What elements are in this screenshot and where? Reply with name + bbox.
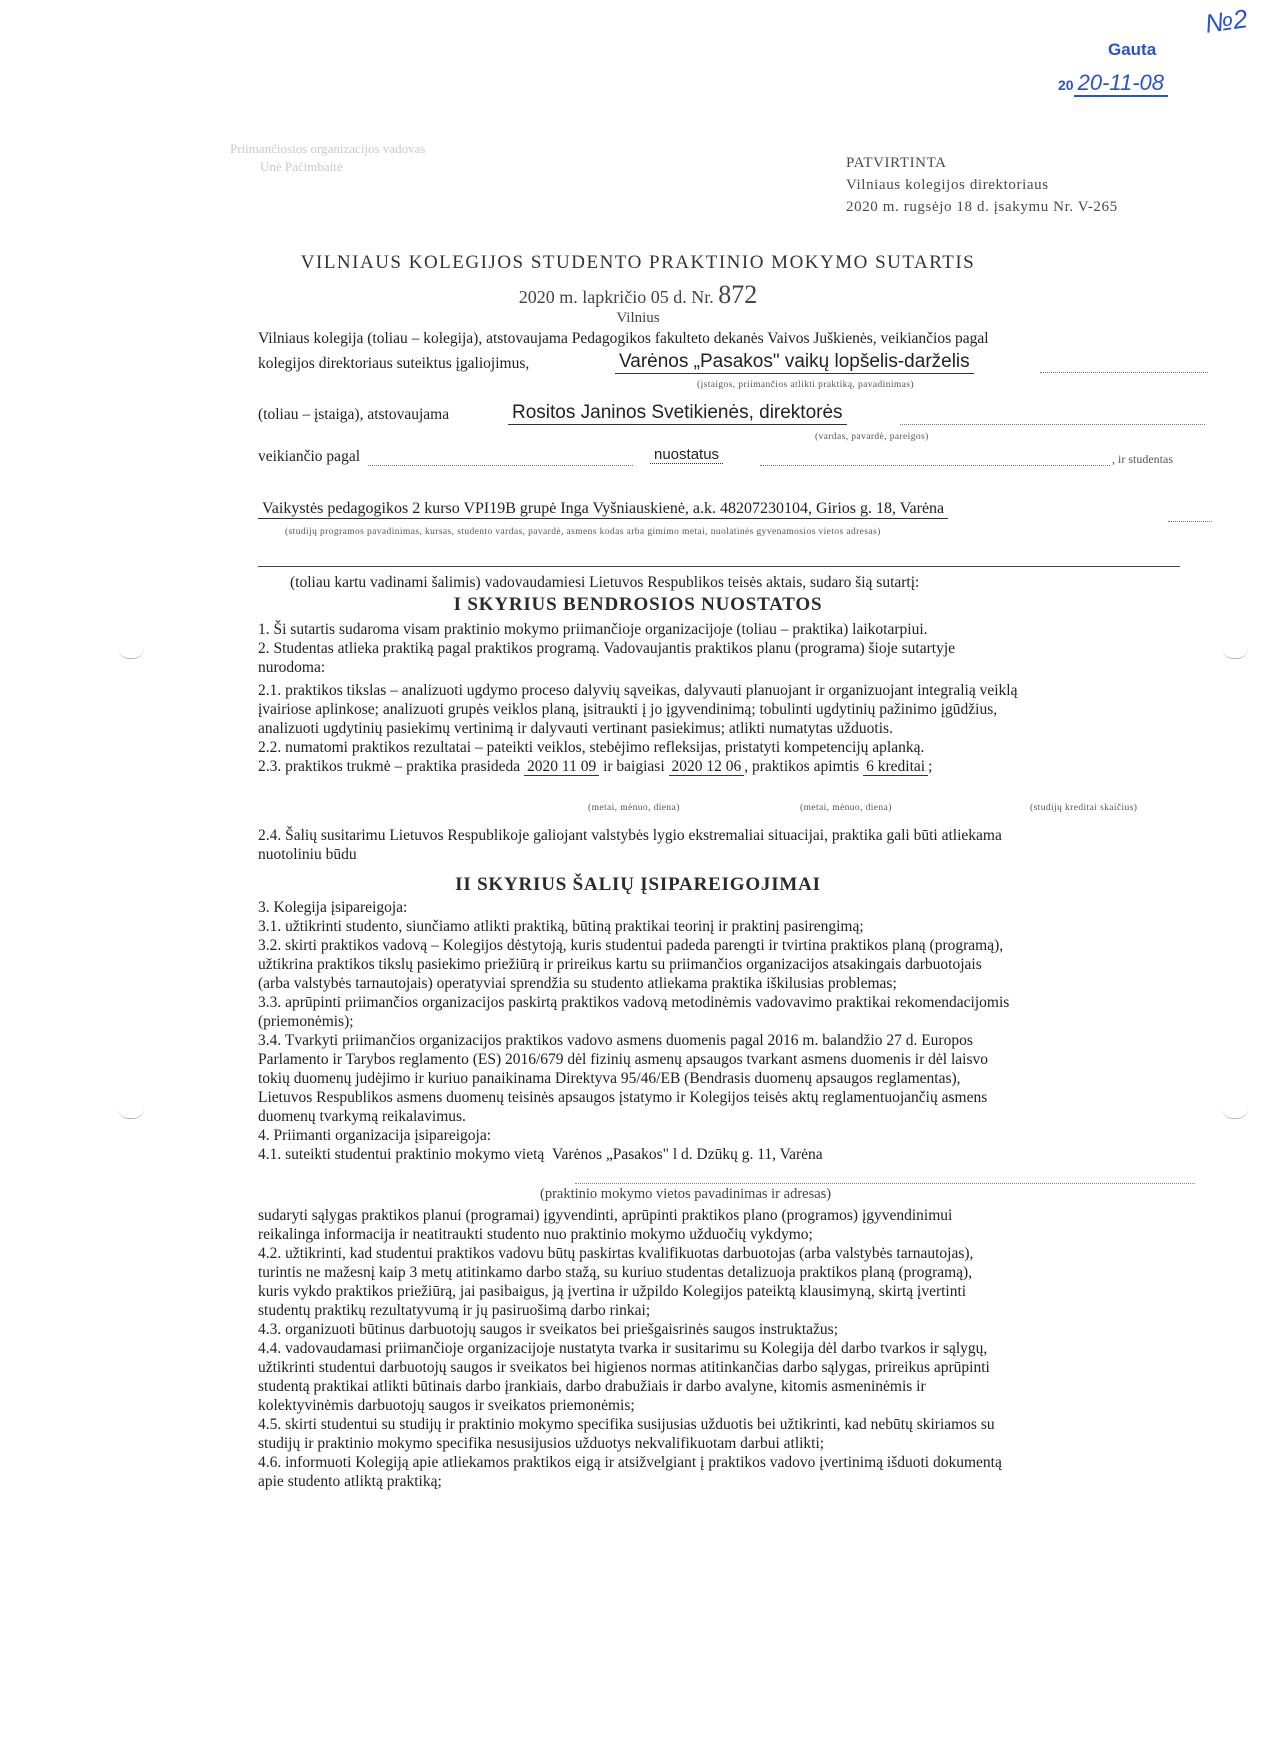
punch-hole-mark bbox=[1222, 648, 1248, 659]
received-date-handwritten: 20-11-08 bbox=[1074, 70, 1168, 97]
received-stamp-label: Gauta bbox=[1108, 40, 1157, 59]
section1-body bbox=[258, 620, 1212, 776]
section2-heading: II SKYRIUS ŠALIŲ ĮSIPAREIGOJIMAI bbox=[455, 874, 821, 895]
preamble-line4: veikiančio pagal bbox=[258, 448, 360, 465]
p2a: 2. Studentas atlieka praktiką pagal praktikos programą. Vadovaujantis praktikos planu (programa) šioje sutartyje bbox=[258, 640, 956, 657]
p45b: studijų ir praktinio mokymo specifika nesusijusios užduotys nekvalifikuotam darbui atlikti; bbox=[258, 1435, 825, 1452]
faint-header-line2: Unė Pačimbaitė bbox=[260, 159, 343, 174]
p23-post: , praktikos apimtis bbox=[744, 758, 860, 775]
p32c: (arba valstybės tarnautojais) operatyviai sprendžia su studento atliekama praktika iškilusias problemas; bbox=[258, 975, 897, 992]
p41 bbox=[258, 1145, 1212, 1164]
p32a: 3.2. skirti praktikos vadovą – Kolegijos dėstytoją, kuris studentui padeda parengti ir tvirtina praktikos planą (programą), bbox=[258, 937, 1004, 954]
section2-body-b bbox=[258, 1206, 1212, 1491]
basis-field: nuostatus bbox=[650, 446, 723, 464]
p41-pre: 4.1. suteikti studentui praktinio mokymo vietą bbox=[258, 1146, 545, 1163]
preamble-closing: (toliau kartu vadinami šalimis) vadovaudamiesi Lietuvos Respublikos teisės aktais, sudaro šią sutartį: bbox=[290, 574, 920, 591]
p32b: užtikrina praktikos tikslų pasiekimo priežiūrą ir prireikus kartu su priimančios organizacijos atsakingais darbuotojais bbox=[258, 956, 982, 973]
p33b: (priemonėmis); bbox=[258, 1013, 354, 1030]
preamble-line3: (toliau – įstaiga), atstovaujama bbox=[258, 406, 450, 423]
section2-body-a bbox=[258, 898, 1212, 1164]
approval-line3: 2020 m. rugsėjo 18 d. įsakymu Nr. V-265 bbox=[846, 199, 1118, 215]
p22: 2.2. numatomi praktikos rezultatai – pateikti veiklos, stebėjimo refleksijas, pristatyti kompetencijų aplanką. bbox=[258, 739, 925, 756]
p23-start: 2020 11 09 bbox=[524, 758, 599, 776]
preamble-line2-text: kolegijos direktoriaus suteiktus įgaliojimus, bbox=[258, 355, 530, 372]
p44d: kolektyvinėmis darbuotojų saugos ir sveikatos priemonėmis; bbox=[258, 1397, 635, 1414]
p44a: 4.4. vadovaudamasi priimančioje organizacijoje nustatyta tvarka ir susitarimu su Kolegija dėl darbo tvarkos ir sąlygų, bbox=[258, 1340, 988, 1357]
p2b: nurodoma: bbox=[258, 659, 326, 676]
document-city: Vilnius bbox=[616, 310, 660, 326]
p42d: studentų praktikų rezultatyvumą ir jų pasiruošimą darbo rinkai; bbox=[258, 1302, 651, 1319]
p34c: tokių duomenų judėjimo ir kuriuo panaikinama Direktyva 95/46/EB (Bendrasis duomenų apsaugos reglamentas), bbox=[258, 1070, 961, 1087]
preamble-line1: Vilniaus kolegija (toliau – kolegija), atstovaujama Pedagogikos fakulteto dekanės Vaivos Juškienės, veikiančios pagal bbox=[258, 330, 989, 347]
p21c: analizuoti ugdytinių pasiekimų vertinimą ir dalyvauti vertinant pasiekimus; atlikti numatytas užduotis. bbox=[258, 720, 893, 737]
p23-mid: ir baigiasi bbox=[603, 758, 665, 775]
p46a: 4.6. informuoti Kolegiją apie atliekamos praktikos eigą ir atsižvelgiant į praktikos vadovo įvertinimą išduoti dokumentą bbox=[258, 1454, 1002, 1471]
punch-hole-mark bbox=[118, 648, 144, 659]
p31: 3.1. užtikrinti studento, siunčiamo atlikti praktiką, būtiną praktikai teorinį ir praktinį pasirengimą; bbox=[258, 918, 864, 935]
p23-end: 2020 12 06 bbox=[669, 758, 745, 776]
handwritten-number: №2 bbox=[1203, 3, 1250, 39]
preamble-line2 bbox=[258, 355, 529, 373]
p21a: 2.1. praktikos tikslas – analizuoti ugdymo proceso dalyvių sąveikas, dalyvauti planuojant ir organizuojant integralią veiklą bbox=[258, 682, 1018, 699]
student-hint: (studijų programos pavadinimas, kursas, studento vardas, pavardė, asmens kodas arba gimimo metai, nuolatinės gyvenamosios vietos adresas) bbox=[285, 527, 881, 537]
p24a: 2.4. Šalių susitarimu Lietuvos Respublikoje galiojant valstybės lygio ekstremaliai situacijai, praktika gali būti atliekama bbox=[258, 827, 1002, 844]
preamble-line4-end: , ir studentas bbox=[1112, 452, 1173, 466]
approval-block bbox=[846, 152, 1118, 218]
p23: 2.3. praktikos trukmė – praktika prasideda 2020 11 09 ir baigiasi 2020 12 06 , praktikos apimtis 6 kreditai ; bbox=[258, 758, 933, 775]
document-date bbox=[0, 280, 1276, 310]
received-date bbox=[1058, 70, 1168, 96]
p23-hint2: (metai, mėnuo, diena) bbox=[800, 803, 892, 813]
p23-hint1: (metai, mėnuo, diena) bbox=[588, 803, 680, 813]
p34d: Lietuvos Respublikos asmens duomenų teisinės apsaugos įstatymo ir Kolegijos teisės aktų reglamentuojančių asmens bbox=[258, 1089, 988, 1106]
punch-hole-mark bbox=[118, 1108, 144, 1119]
faint-header bbox=[230, 140, 425, 176]
p42b: turintis ne mažesnį kaip 3 metų atitinkamo darbo stažą, su kuriuo studentas detalizuoja praktikos planą (programą), bbox=[258, 1264, 973, 1281]
student-field: Vaikystės pedagogikos 2 kurso VPI19B grupė Inga Vyšniauskienė, a.k. 48207230104, Girios g. 18, Varėna bbox=[258, 500, 948, 519]
p33a: 3.3. aprūpinti priimančios organizacijos paskirtą praktikos vadovą metodinėmis vadovavimo praktikai rekomendacijomis bbox=[258, 994, 1010, 1011]
p4: 4. Priimanti organizacija įsipareigoja: bbox=[258, 1127, 492, 1144]
institution-hint: (įstaigos, priimančios atlikti praktiką, pavadinimas) bbox=[697, 380, 914, 390]
p42a: 4.2. užtikrinti, kad studentui praktikos vadovu būtų paskirtas kvalifikuotas darbuotojas (arba valstybės tarnautojas), bbox=[258, 1245, 974, 1262]
punch-hole-mark bbox=[1222, 1108, 1248, 1119]
document-date-text: 2020 m. lapkričio 05 d. Nr. bbox=[518, 287, 714, 307]
p45a: 4.5. skirti studentui su studijų ir praktinio mokymo specifika susijusias užduotis bei užtikrinti, kad nebūtų skiriamos su bbox=[258, 1416, 995, 1433]
p44c: studentą praktikai atlikti būtinais darbo įrankiais, darbo drabužiais ir darbo avalyne, kitomis asmeninėmis ir bbox=[258, 1378, 926, 1395]
p24b: nuotoliniu būdu bbox=[258, 846, 357, 863]
representative-hint: (vardas, pavardė, pareigos) bbox=[815, 432, 929, 442]
p46b: apie studento atliktą praktiką; bbox=[258, 1473, 442, 1490]
section1-heading: I SKYRIUS BENDROSIOS NUOSTATOS bbox=[453, 594, 823, 615]
p34e: duomenų tvarkymą reikalavimus. bbox=[258, 1108, 466, 1125]
approval-line2: Vilniaus kolegijos direktoriaus bbox=[846, 177, 1049, 193]
p34a: 3.4. Tvarkyti priimančios organizacijos praktikos vadovo asmens duomenis pagal 2016 m. balandžio 27 d. Europos bbox=[258, 1032, 973, 1049]
p23-hint3: (studijų kreditai skaičius) bbox=[1030, 803, 1138, 813]
p3: 3. Kolegija įsipareigoja: bbox=[258, 899, 408, 916]
approval-line1: PATVIRTINTA bbox=[846, 155, 947, 171]
p41-hint: (praktinio mokymo vietos pavadinimas ir adresas) bbox=[540, 1186, 832, 1202]
p23-credits: 6 kreditai bbox=[863, 758, 928, 776]
p23-pre: 2.3. praktikos trukmė – praktika prasideda bbox=[258, 758, 521, 775]
received-date-prefix: 20 bbox=[1058, 77, 1074, 93]
p1: 1. Ši sutartis sudaroma visam praktinio mokymo priimančioje organizacijoje (toliau – praktika) laikotarpiui. bbox=[258, 621, 928, 638]
p41c: reikalinga informacija ir neatitraukti studento nuo praktinio mokymo užduočių vykdymo; bbox=[258, 1226, 813, 1243]
p42c: kuris vykdo praktikos priežiūrą, jai pasibaigus, ją įvertina ir užpildo Kolegijos pateiktą klausimyną, skirtą įvertinti bbox=[258, 1283, 967, 1300]
p24 bbox=[258, 826, 1212, 864]
representative-field: Rositos Janinos Svetikienės, direktorės bbox=[508, 402, 847, 425]
institution-field: Varėnos „Pasakos" vaikų lopšelis-darželis bbox=[615, 351, 974, 374]
document-number: 872 bbox=[718, 280, 758, 309]
p41-place: Varėnos „Pasakos" l d. Dzūkų g. 11, Varėna bbox=[552, 1146, 823, 1163]
p44b: užtikrinti studentui darbuotojų saugos ir sveikatos bei higienos normas atitinkančias darbo sąlygas, prireikus aprūpinti bbox=[258, 1359, 990, 1376]
p43: 4.3. organizuoti būtinus darbuotojų saugos ir sveikatos bei priešgaisrinės saugos instruktažus; bbox=[258, 1321, 839, 1338]
faint-header-line1: Priimančiosios organizacijos vadovas bbox=[230, 141, 426, 156]
document-title: VILNIAUS KOLEGIJOS STUDENTO PRAKTINIO MOKYMO SUTARTIS bbox=[300, 252, 976, 273]
p41b: sudaryti sąlygas praktikos planui (programai) įgyvendinti, aprūpinti praktikos plano (programos) įgyvendinimui bbox=[258, 1207, 953, 1224]
p21b: įvairiose aplinkose; analizuoti grupės veiklos planą, įsitraukti į jo įgyvendinimą; tobulinti ugdytinių pažinimo įgūdžius, bbox=[258, 701, 998, 718]
p34b: Parlamento ir Tarybos reglamento (ES) 2016/679 dėl fizinių asmenų apsaugos tvarkant asmens duomenis ir dėl laisvo bbox=[258, 1051, 988, 1068]
